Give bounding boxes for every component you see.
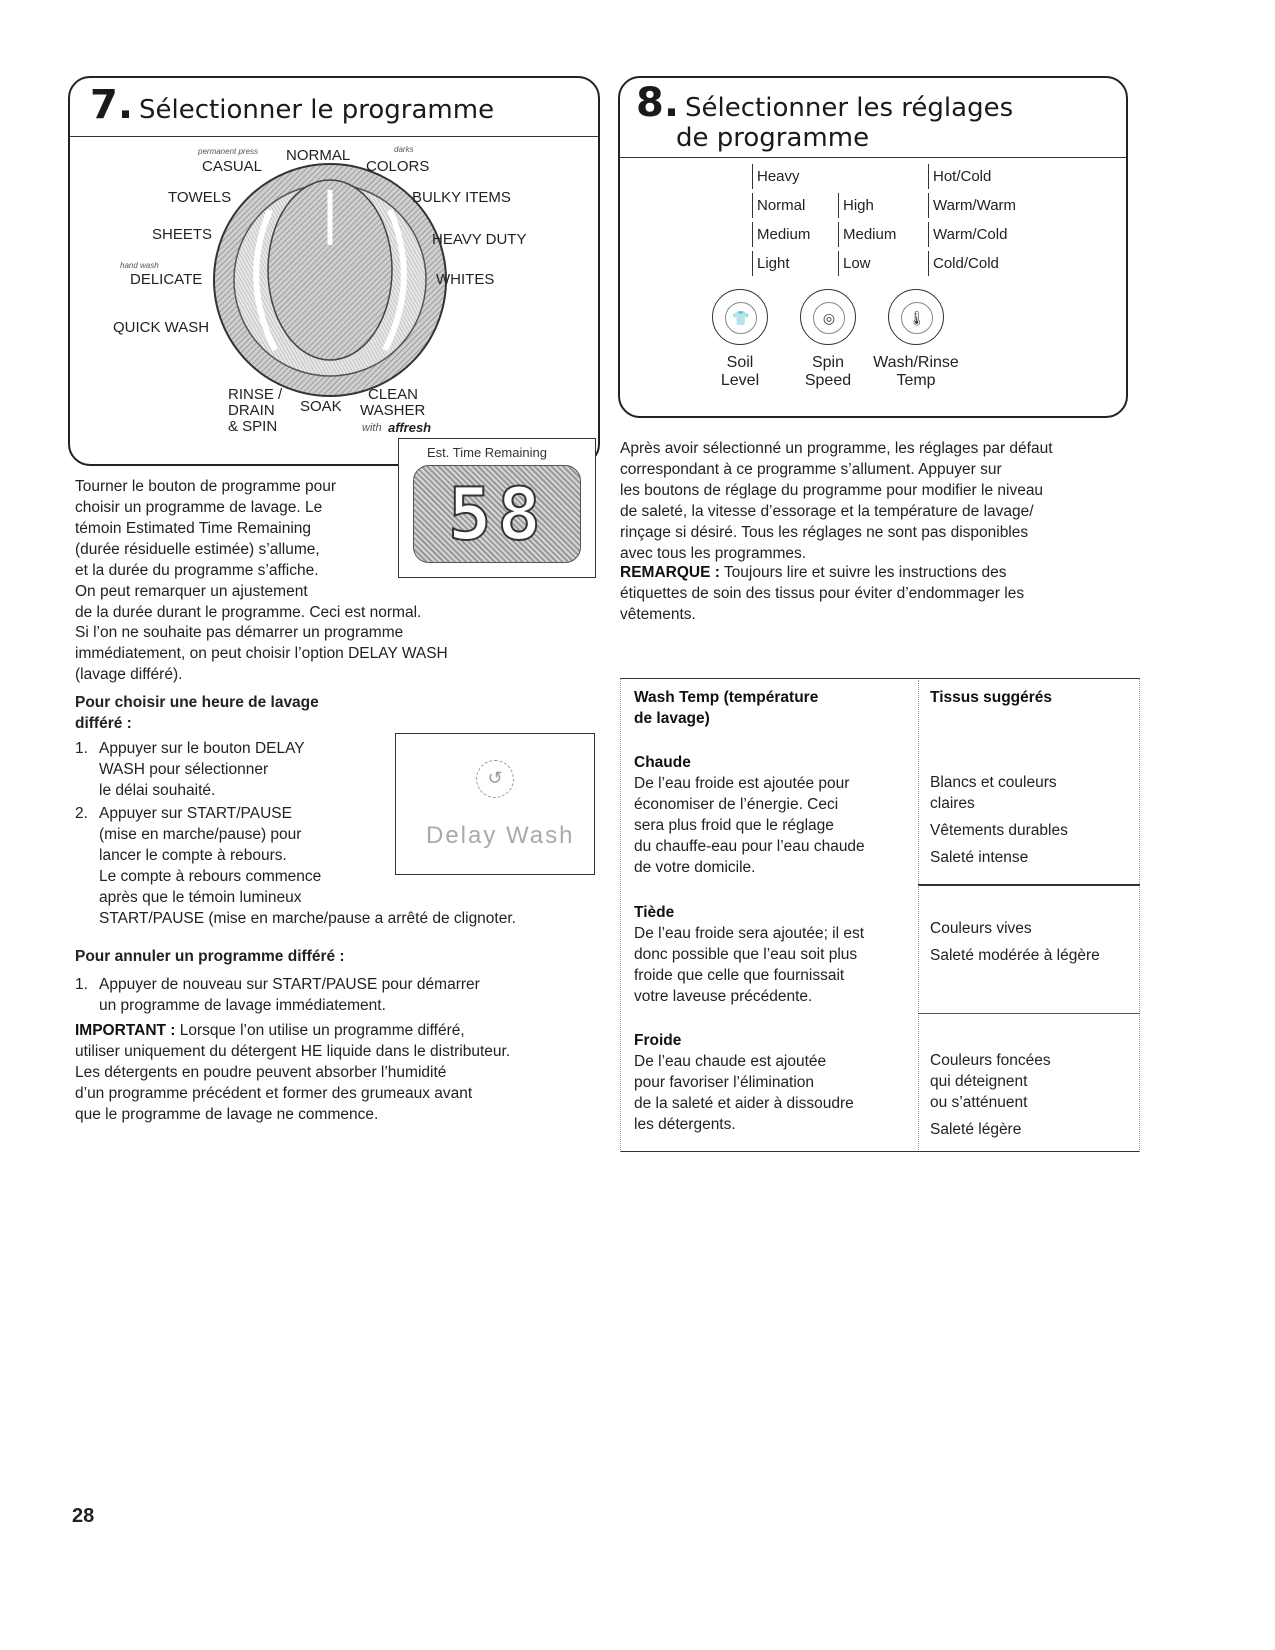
header-line: Tissus suggérés — [930, 689, 1053, 706]
header-line: de lavage) — [634, 710, 710, 727]
row-line: De l’eau froide est ajoutée pour — [634, 775, 850, 792]
dial-label-delicate: DELICATE — [130, 271, 203, 288]
fabric-line: Vêtements durables — [930, 822, 1068, 839]
header-line: Wash Temp (température — [634, 689, 819, 706]
important-line: Lorsque l’on utilise un programme différé, — [175, 1022, 465, 1039]
intro-line: témoin Estimated Time Remaining — [75, 520, 312, 537]
fabric-line: ou s’atténuent — [930, 1094, 1028, 1111]
soil-level-options — [752, 164, 810, 280]
dial-label-washer: WASHER — [360, 402, 426, 419]
delay-heading-line: différé : — [75, 715, 132, 732]
section-8-heading-line-2: de programme — [676, 123, 870, 153]
delay-step-1 — [75, 738, 375, 808]
intro-line: et la durée du programme s’affiche. — [75, 562, 319, 579]
dial-label-whites: WHITES — [436, 271, 495, 288]
fabric-line: Saleté légère — [930, 1121, 1022, 1138]
temp-option: Cold/Cold — [928, 251, 1016, 276]
section-7-title-rule — [70, 136, 598, 137]
section-8-title — [636, 80, 1014, 153]
dial-delicate-subtitle: hand wash — [120, 261, 159, 270]
step-line: Appuyer sur le bouton DELAY — [99, 740, 305, 757]
soil-level-button[interactable] — [712, 289, 768, 345]
step-line: un programme de lavage immédiatement. — [99, 997, 386, 1014]
remarque-label: REMARQUE : — [620, 564, 720, 581]
cancel-step-1 — [75, 974, 595, 1018]
step-number: 1. — [75, 740, 88, 757]
label-line: Spin — [811, 354, 845, 371]
important-line: Les détergents en poudre peuvent absorber l’humidité — [75, 1064, 447, 1081]
step-line: Appuyer sur START/PAUSE — [99, 805, 292, 822]
important-line: d’un programme précédent et former des grumeaux avant — [75, 1085, 473, 1102]
row-title: Froide — [634, 1032, 682, 1049]
wash-rinse-temp-label — [866, 354, 966, 390]
row-line: votre laveuse précédente. — [634, 988, 813, 1005]
row-line: du chauffe-eau pour l’eau chaude — [634, 838, 865, 855]
dial-with-label: with — [362, 422, 382, 434]
label-line: Level — [720, 372, 760, 389]
important-line: utiliser uniquement du détergent HE liquide dans le distributeur. — [75, 1043, 511, 1060]
table-fabrics-hot — [930, 772, 1068, 868]
dial-label-soak: SOAK — [300, 398, 342, 415]
step-line: lancer le compte à rebours. — [99, 847, 287, 864]
table-header-wash-temp — [634, 687, 818, 729]
row-line: de votre domicile. — [634, 859, 756, 876]
intro-line: les boutons de réglage du programme pour modifier le niveau — [620, 482, 1044, 499]
step-line: WASH pour sélectionner — [99, 761, 269, 778]
wash-rinse-temp-button[interactable] — [888, 289, 944, 345]
important-line: que le programme de lavage ne commence. — [75, 1106, 379, 1123]
delay-intro-line: immédiatement, on peut choisir l’option DELAY WASH — [75, 645, 448, 662]
remarque-note — [620, 562, 1024, 625]
section-8-intro — [620, 438, 1053, 564]
row-line: froide que celle que fournissait — [634, 967, 845, 984]
table-column-divider — [918, 680, 919, 1150]
intro-line: choisir un programme de lavage. Le — [75, 499, 323, 516]
delay-intro-line: Si l’on ne souhaite pas démarrer un programme — [75, 624, 404, 641]
step-number: 2. — [75, 805, 88, 822]
soil-option: Heavy — [752, 164, 810, 189]
delay-intro-line: (lavage différé). — [75, 666, 183, 683]
step-line: START/PAUSE (mise en marche/pause a arrêté de clignoter. — [99, 910, 516, 927]
section-7-number: 7. — [90, 82, 134, 128]
section-7-heading: Sélectionner le programme — [139, 95, 495, 125]
row-line: De l’eau chaude est ajoutée — [634, 1053, 827, 1070]
delay-wash-intro — [75, 622, 448, 685]
section-8-title-rule — [620, 157, 1126, 158]
fabric-line: Couleurs foncées — [930, 1052, 1051, 1069]
soil-option: Normal — [752, 193, 810, 218]
step-line: Appuyer de nouveau sur START/PAUSE pour démarrer — [99, 976, 480, 993]
dial-label-normal: NORMAL — [286, 147, 351, 164]
label-line: Soil — [726, 354, 754, 371]
dial-label-clean: CLEAN — [368, 386, 419, 403]
dial-label-quick-wash: QUICK WASH — [113, 319, 210, 336]
table-row-warm — [634, 902, 864, 1007]
dial-label-spin: & SPIN — [228, 418, 278, 435]
soil-level-label — [700, 354, 780, 390]
fabric-line: Couleurs vives — [930, 920, 1032, 937]
row-line: pour favoriser l’élimination — [634, 1074, 815, 1091]
spin-icon: ◎ — [813, 302, 845, 334]
intro-line: de saleté, la vitesse d’essorage et la température de lavage/ — [620, 503, 1034, 520]
thermometer-icon: 🌡 — [901, 302, 933, 334]
intro-line: Tourner le bouton de programme pour — [75, 478, 337, 495]
dial-label-rinse: RINSE / — [228, 386, 283, 403]
table-header-fabrics — [930, 687, 1052, 708]
dial-label-colors: COLORS — [366, 158, 430, 175]
row-line: De l’eau froide sera ajoutée; il est — [634, 925, 865, 942]
affresh-logo: affresh — [388, 420, 432, 435]
shirt-icon: 👕 — [725, 302, 757, 334]
important-label: IMPORTANT : — [75, 1022, 176, 1039]
table-row-cold — [634, 1030, 854, 1135]
time-remaining-digits: 58 — [448, 472, 547, 556]
row-line: donc possible que l’eau soit plus — [634, 946, 858, 963]
row-title: Tiède — [634, 904, 675, 921]
row-line: économiser de l’énergie. Ceci — [634, 796, 839, 813]
temperature-options — [928, 164, 1016, 280]
fabric-line: Saleté modérée à légère — [930, 947, 1100, 964]
intro-line: On peut remarquer un ajustement — [75, 583, 308, 600]
delay-wash-button-illustration — [395, 733, 595, 875]
spin-option: High — [838, 193, 896, 218]
dial-label-drain: DRAIN — [228, 402, 275, 419]
dial-casual-subtitle: permanent press — [198, 147, 259, 156]
step-line: après que le témoin lumineux — [99, 889, 302, 906]
intro-line: rinçage si désiré. Tous les réglages ne sont pas disponibles — [620, 524, 1029, 541]
intro-line: avec tous les programmes. — [620, 545, 807, 562]
spin-speed-button[interactable] — [800, 289, 856, 345]
intro-line: correspondant à ce programme s’allument. Appuyer sur — [620, 461, 1002, 478]
temp-option: Warm/Cold — [928, 222, 1016, 247]
cancel-delay-heading: Pour annuler un programme différé : — [75, 948, 345, 965]
important-note — [75, 1020, 510, 1125]
time-remaining-label: Est. Time Remaining — [427, 445, 547, 460]
step-line: (mise en marche/pause) pour — [99, 826, 302, 843]
section-7-title — [90, 82, 495, 128]
soil-option: Medium — [752, 222, 810, 247]
dial-label-sheets: SHEETS — [152, 226, 213, 243]
table-row-hot — [634, 752, 865, 878]
table-fabrics-warm — [930, 918, 1100, 966]
fabric-line: qui déteignent — [930, 1073, 1028, 1090]
fabric-line: claires — [930, 795, 975, 812]
label-line: Wash/Rinse — [873, 354, 959, 371]
row-line: les détergents. — [634, 1116, 736, 1133]
remarque-line: Toujours lire et suivre les instructions des — [719, 564, 1007, 581]
label-line: Speed — [804, 372, 852, 389]
step-line: le délai souhaité. — [99, 782, 216, 799]
dial-label-bulky-items: BULKY ITEMS — [412, 189, 511, 206]
table-row-divider-1 — [918, 884, 1140, 886]
section-7-intro — [75, 476, 421, 623]
table-row-divider-2 — [918, 1013, 1140, 1014]
remarque-line: étiquettes de soin des tissus pour éviter d’endommager les — [620, 585, 1025, 602]
row-line: de la saleté et aider à dissoudre — [634, 1095, 854, 1112]
clock-icon: ↺ — [476, 760, 514, 798]
row-line: sera plus froid que le réglage — [634, 817, 834, 834]
delay-wash-heading — [75, 692, 319, 734]
dial-label-casual: CASUAL — [202, 158, 263, 175]
time-remaining-display — [398, 438, 596, 578]
page-number: 28 — [72, 1505, 95, 1527]
spin-option: Low — [838, 251, 896, 276]
spin-speed-options — [838, 193, 896, 280]
fabric-line: Blancs et couleurs — [930, 774, 1057, 791]
dial-colors-subtitle: darks — [394, 145, 414, 154]
row-title: Chaude — [634, 754, 691, 771]
intro-line: de la durée durant le programme. Ceci est normal. — [75, 604, 422, 621]
step-number: 1. — [75, 976, 88, 993]
soil-option: Light — [752, 251, 810, 276]
dial-label-towels: TOWELS — [168, 189, 232, 206]
time-remaining-screen — [413, 465, 581, 563]
table-fabrics-cold — [930, 1050, 1051, 1140]
temp-option: Warm/Warm — [928, 193, 1016, 218]
dial-label-heavy-duty: HEAVY DUTY — [432, 231, 527, 248]
temp-option: Hot/Cold — [928, 164, 1016, 189]
intro-line: (durée résiduelle estimée) s’allume, — [75, 541, 320, 558]
spin-option: Medium — [838, 222, 896, 247]
step-line: Le compte à rebours commence — [99, 868, 322, 885]
label-line: Temp — [896, 372, 936, 389]
spin-speed-label — [788, 354, 868, 390]
fabric-line: Saleté intense — [930, 849, 1029, 866]
delay-wash-button-label: Delay Wash — [426, 822, 575, 849]
section-8-heading-line-1: Sélectionner les réglages — [685, 93, 1014, 123]
section-8-number: 8. — [636, 80, 680, 126]
delay-heading-line: Pour choisir une heure de lavage — [75, 694, 319, 711]
remarque-line: vêtements. — [620, 606, 696, 623]
intro-line: Après avoir sélectionné un programme, les réglages par défaut — [620, 440, 1053, 457]
